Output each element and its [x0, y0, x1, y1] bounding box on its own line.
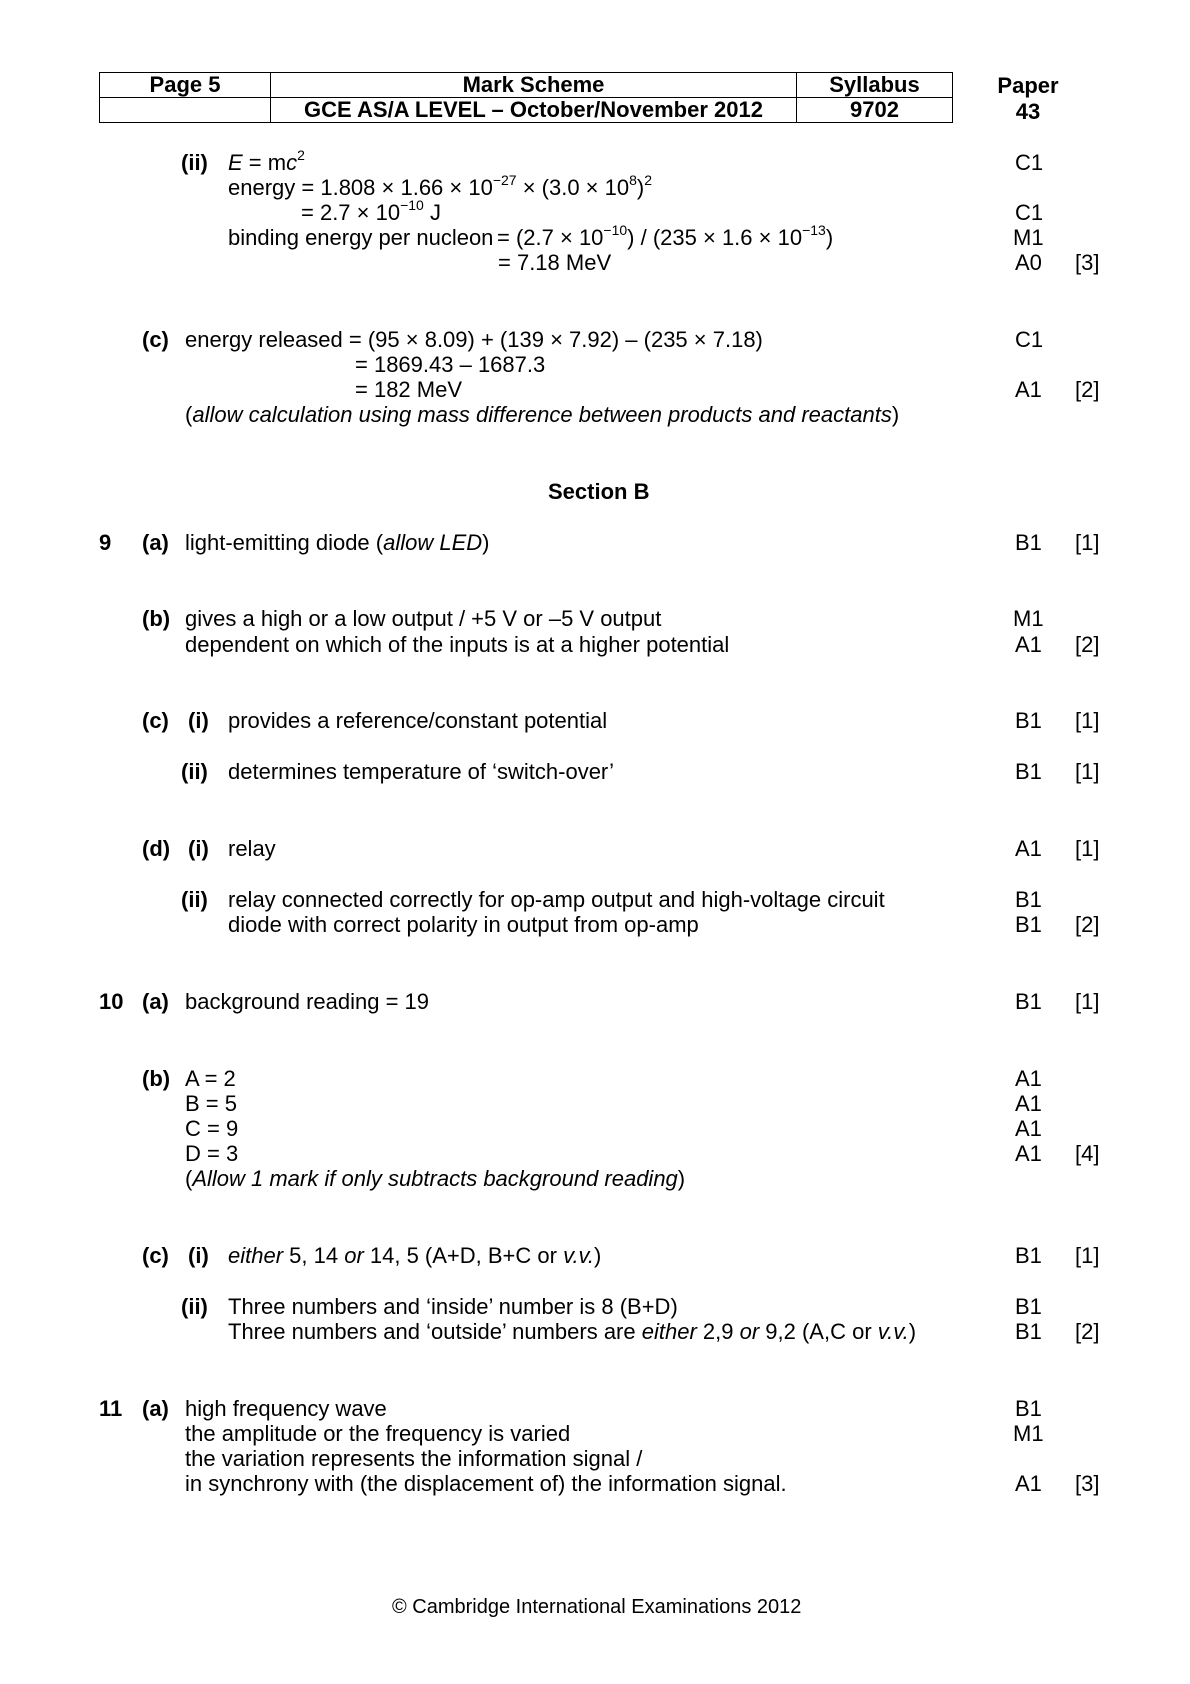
- q9c-part-ii: (ii): [181, 759, 208, 784]
- q10c-ii-line1: Three numbers and ‘inside’ number is 8 (B+D): [228, 1294, 678, 1319]
- total-marks: [1]: [1075, 759, 1100, 784]
- total-marks: [4]: [1075, 1141, 1100, 1166]
- mark: B1: [1015, 1319, 1042, 1344]
- q11a-line: the amplitude or the frequency is varied: [185, 1421, 571, 1446]
- q10b-note: (Allow 1 mark if only subtracts background reading): [185, 1166, 686, 1191]
- q8b-energy-result: = $2.7 \times 10^{-10}$ J: [301, 196, 441, 225]
- paper-number: 43: [1015, 99, 1041, 124]
- q9-number: 9: [99, 530, 112, 555]
- mark: A1: [1015, 1471, 1042, 1496]
- total-marks: [1]: [1075, 989, 1100, 1014]
- mark: B1: [1015, 759, 1042, 784]
- mark: C1: [1015, 200, 1044, 225]
- q9c-part: (c): [142, 708, 169, 733]
- q10b-part: (b): [142, 1066, 171, 1091]
- mark: A1: [1015, 836, 1042, 861]
- q9d-part-ii: (ii): [181, 887, 208, 912]
- mark: M1: [1013, 225, 1044, 250]
- total-marks: [2]: [1075, 1319, 1100, 1344]
- q11-number: 11: [99, 1396, 123, 1421]
- q8b-part-ii: (ii): [181, 150, 208, 175]
- q8c-line1: energy released = (95 × 8.09) + (139 × 7.92) – (235 × 7.18): [185, 327, 763, 352]
- total-marks: [1]: [1075, 708, 1100, 733]
- mark: B1: [1015, 1396, 1042, 1421]
- q10a-part: (a): [142, 989, 169, 1014]
- q9d-i-text: relay: [228, 836, 276, 861]
- q10-number: 10: [99, 989, 124, 1014]
- q10c-part-ii: (ii): [181, 1294, 208, 1319]
- document-title: Mark Scheme: [271, 73, 797, 98]
- mark: B1: [1015, 530, 1042, 555]
- total-marks: [2]: [1075, 912, 1100, 937]
- q10c-part-i: (i): [188, 1243, 209, 1268]
- q8c-note: (allow calculation using mass difference between products and reactants): [185, 402, 900, 427]
- q9b-line2: dependent on which of the inputs is at a higher potential: [185, 632, 730, 657]
- q9c-part-i: (i): [188, 708, 209, 733]
- q10b-line: D = 3: [185, 1141, 239, 1166]
- q8b-bepn-result: = 7.18 MeV: [498, 250, 612, 275]
- footer-copyright: © Cambridge International Examinations 2012: [392, 1596, 802, 1618]
- q9b-part: (b): [142, 606, 171, 631]
- mark: M1: [1013, 606, 1044, 631]
- total-marks: [1]: [1075, 1243, 1100, 1268]
- total-marks: [1]: [1075, 836, 1100, 861]
- q8c-part: (c): [142, 327, 169, 352]
- mark: A1: [1015, 1116, 1042, 1141]
- q8b-bepn-label: binding energy per nucleon: [228, 225, 494, 250]
- mark: M1: [1013, 1421, 1044, 1446]
- q11a-part: (a): [142, 1396, 169, 1421]
- q10b-line: B = 5: [185, 1091, 237, 1116]
- q8c-line3: = 182 MeV: [355, 377, 463, 402]
- mark: A1: [1015, 1066, 1042, 1091]
- q9d-ii-line1: relay connected correctly for op-amp output and high-voltage circuit: [228, 887, 885, 912]
- q8b-equation: $E = mc^2$: [228, 146, 305, 175]
- q10c-ii-line2: Three numbers and ‘outside’ numbers are either 2,9 or 9,2 (A,C or v.v.): [228, 1319, 917, 1344]
- mark: A1: [1015, 377, 1042, 402]
- q11a-line: high frequency wave: [185, 1396, 387, 1421]
- mark: A1: [1015, 1141, 1042, 1166]
- section-heading: Section B: [548, 479, 650, 504]
- q10c-i-text: either 5, 14 or 14, 5 (A+D, B+C or v.v.): [228, 1243, 602, 1268]
- mark: B1: [1015, 912, 1042, 937]
- mark: A1: [1015, 632, 1042, 657]
- q9a-text: light-emitting diode (allow LED): [185, 530, 490, 555]
- q9c-i-text: provides a reference/constant potential: [228, 708, 608, 733]
- paper-label: Paper: [997, 73, 1059, 98]
- q10c-part: (c): [142, 1243, 169, 1268]
- syllabus-label: Syllabus: [797, 73, 953, 98]
- total-marks: [1]: [1075, 530, 1100, 555]
- page-number: Page 5: [100, 73, 271, 98]
- mark: B1: [1015, 887, 1042, 912]
- q10a-text: background reading = 19: [185, 989, 430, 1014]
- q8b-energy-line: energy = $1.808 \times 1.66 \times 10^{-27} \times (3.0 \times 10^8)^2$: [228, 171, 653, 200]
- q9d-part-i: (i): [188, 836, 209, 861]
- q9a-part: (a): [142, 530, 169, 555]
- mark: B1: [1015, 1243, 1042, 1268]
- mark: A0: [1015, 250, 1042, 275]
- mark: A1: [1015, 1091, 1042, 1116]
- total-marks: [3]: [1075, 1471, 1100, 1496]
- q9b-line1: gives a high or a low output / +5 V or –5 V output: [185, 606, 662, 631]
- q9c-ii-text: determines temperature of ‘switch-over’: [228, 759, 614, 784]
- total-marks: [3]: [1075, 250, 1100, 275]
- q8c-line2: = 1869.43 – 1687.3: [355, 352, 546, 377]
- q9d-ii-line2: diode with correct polarity in output from op-amp: [228, 912, 699, 937]
- q11a-line: the variation represents the information signal /: [185, 1446, 643, 1471]
- q10b-line: A = 2: [185, 1066, 236, 1091]
- total-marks: [2]: [1075, 377, 1100, 402]
- total-marks: [2]: [1075, 632, 1100, 657]
- mark: B1: [1015, 989, 1042, 1014]
- q10b-line: C = 9: [185, 1116, 239, 1141]
- mark: C1: [1015, 150, 1044, 175]
- q11a-line: in synchrony with (the displacement of) the information signal.: [185, 1471, 787, 1496]
- mark: B1: [1015, 1294, 1042, 1319]
- q9d-part: (d): [142, 836, 171, 861]
- document-subtitle: GCE AS/A LEVEL – October/November 2012: [271, 98, 797, 123]
- syllabus-code: 9702: [797, 98, 953, 123]
- mark: C1: [1015, 327, 1044, 352]
- header-table: [99, 72, 953, 123]
- q8b-bepn-value: = $(2.7 \times 10^{-10}) / (235 \times 1.6 \times 10^{-13})$: [497, 221, 834, 250]
- mark: B1: [1015, 708, 1042, 733]
